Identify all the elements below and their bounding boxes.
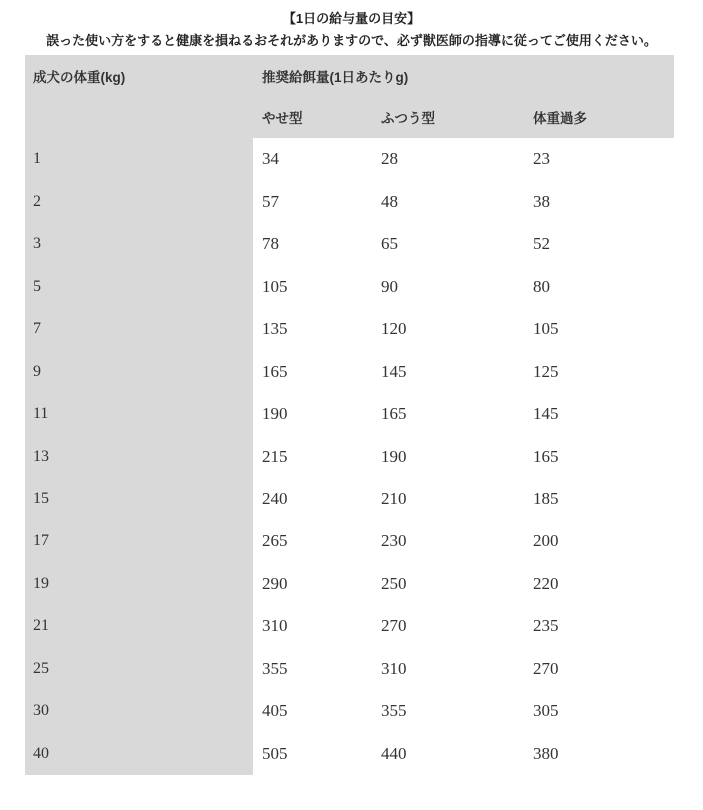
value-cell-overweight: 270 <box>533 658 559 678</box>
table-row <box>25 733 674 775</box>
table-header-row-sub <box>25 97 674 139</box>
value-cell-thin: 165 <box>262 361 288 381</box>
value-cell-normal: 210 <box>381 488 407 508</box>
value-cell-overweight: 165 <box>533 446 559 466</box>
value-cell-normal: 310 <box>381 658 407 678</box>
weight-cell: 9 <box>25 350 253 392</box>
value-cell-overweight: 80 <box>533 276 550 296</box>
table-row <box>25 648 674 690</box>
value-cell-thin: 190 <box>262 404 288 424</box>
table-row <box>25 138 674 180</box>
weight-cell: 17 <box>25 520 253 562</box>
weight-cell: 30 <box>25 690 253 732</box>
value-cell-thin: 78 <box>262 234 279 254</box>
feeding-amount-table <box>25 55 674 775</box>
value-cell-normal: 48 <box>381 191 398 211</box>
value-cell-overweight: 380 <box>533 743 559 763</box>
value-cell-normal: 355 <box>381 701 407 721</box>
weight-cell: 3 <box>25 223 253 265</box>
value-cell-overweight: 235 <box>533 616 559 636</box>
table-row <box>25 223 674 265</box>
subheader-thin-build: やせ型 <box>253 97 372 139</box>
table-body <box>25 138 674 775</box>
value-cell-normal: 120 <box>381 319 407 339</box>
table-row <box>25 180 674 222</box>
value-cell-normal: 90 <box>381 276 398 296</box>
value-cell-thin: 135 <box>262 319 288 339</box>
weight-cell: 2 <box>25 180 253 222</box>
value-cell-overweight: 145 <box>533 404 559 424</box>
weight-cell: 7 <box>25 308 253 350</box>
value-cell-thin: 290 <box>262 573 288 593</box>
table-row <box>25 393 674 435</box>
value-cell-overweight: 220 <box>533 573 559 593</box>
value-cell-overweight: 200 <box>533 531 559 551</box>
weight-cell: 21 <box>25 605 253 647</box>
table-row <box>25 265 674 307</box>
value-cell-normal: 28 <box>381 149 398 169</box>
value-cell-thin: 34 <box>262 149 279 169</box>
value-cell-overweight: 125 <box>533 361 559 381</box>
table-header-row-main <box>25 55 674 97</box>
value-cell-thin: 240 <box>262 488 288 508</box>
weight-cell: 40 <box>25 733 253 775</box>
value-cell-overweight: 185 <box>533 488 559 508</box>
table-row <box>25 478 674 520</box>
value-cell-overweight: 23 <box>533 149 550 169</box>
value-cell-normal: 250 <box>381 573 407 593</box>
value-cell-normal: 65 <box>381 234 398 254</box>
value-cell-thin: 105 <box>262 276 288 296</box>
value-cell-thin: 215 <box>262 446 288 466</box>
recommended-amount-group-header: 推奨給餌量(1日あたりg) <box>253 55 674 97</box>
value-cell-normal: 165 <box>381 404 407 424</box>
table-row <box>25 520 674 562</box>
warning-text: 誤った使い方をすると健康を損ねるおそれがありますので、必ず獣医師の指導に従ってご使用ください。 <box>46 33 657 48</box>
value-cell-normal: 190 <box>381 446 407 466</box>
weight-cell: 13 <box>25 435 253 477</box>
section-title: 【1日の給与量の目安】 <box>282 11 421 26</box>
weight-cell: 5 <box>25 265 253 307</box>
value-cell-normal: 230 <box>381 531 407 551</box>
subheader-normal-build: ふつう型 <box>372 97 524 139</box>
weight-cell: 11 <box>25 393 253 435</box>
weight-cell: 15 <box>25 478 253 520</box>
value-cell-normal: 440 <box>381 743 407 763</box>
value-cell-overweight: 305 <box>533 701 559 721</box>
value-cell-overweight: 105 <box>533 319 559 339</box>
weight-cell: 19 <box>25 563 253 605</box>
table-header <box>25 55 674 138</box>
value-cell-thin: 310 <box>262 616 288 636</box>
table-row <box>25 350 674 392</box>
value-cell-thin: 265 <box>262 531 288 551</box>
value-cell-thin: 355 <box>262 658 288 678</box>
value-cell-overweight: 52 <box>533 234 550 254</box>
table-row <box>25 308 674 350</box>
value-cell-normal: 270 <box>381 616 407 636</box>
empty-header-cell <box>25 97 253 139</box>
value-cell-overweight: 38 <box>533 191 550 211</box>
weight-cell: 1 <box>25 138 253 180</box>
table-row <box>25 605 674 647</box>
table-row <box>25 563 674 605</box>
value-cell-thin: 405 <box>262 701 288 721</box>
subheader-overweight: 体重過多 <box>524 97 674 139</box>
value-cell-thin: 57 <box>262 191 279 211</box>
weight-column-header: 成犬の体重(kg) <box>25 55 253 97</box>
weight-cell: 25 <box>25 648 253 690</box>
table-row <box>25 690 674 732</box>
feeding-guide-section <box>0 10 703 775</box>
value-cell-normal: 145 <box>381 361 407 381</box>
table-row <box>25 435 674 477</box>
value-cell-thin: 505 <box>262 743 288 763</box>
